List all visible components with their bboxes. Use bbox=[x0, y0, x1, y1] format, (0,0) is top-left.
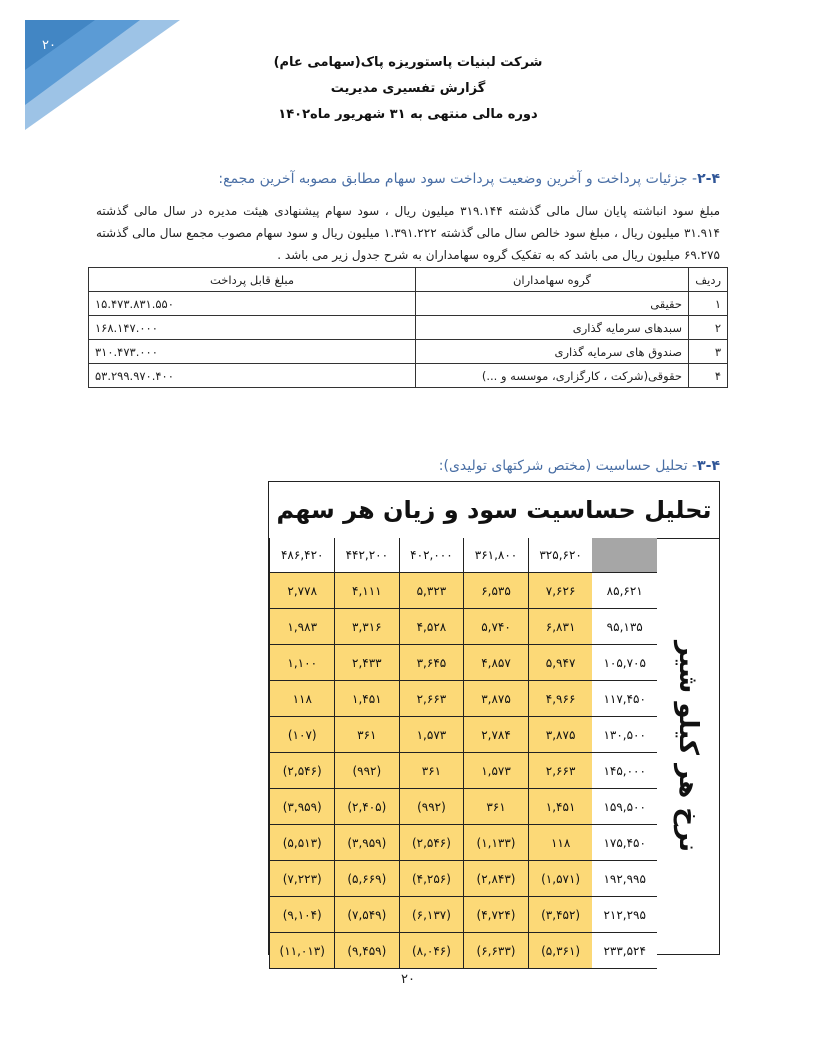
eps-value-cell: (۲,۴۰۵) bbox=[334, 789, 399, 825]
header-payable-amount: مبلغ قابل پرداخت bbox=[89, 268, 416, 292]
payable-amount: ۱۶۸.۱۴۷.۰۰۰ bbox=[89, 316, 416, 340]
column-header: ۴۴۲,۲۰۰ bbox=[334, 538, 399, 573]
sensitivity-row bbox=[269, 861, 657, 897]
table-row bbox=[89, 316, 728, 340]
table-row bbox=[89, 292, 728, 316]
row-number: ۳ bbox=[689, 340, 728, 364]
eps-value-cell: ۱,۴۵۱ bbox=[334, 681, 399, 717]
eps-value-cell: ۱,۵۷۳ bbox=[463, 753, 528, 789]
eps-value-cell: ۲,۷۷۸ bbox=[269, 573, 334, 609]
corner-cell bbox=[592, 538, 657, 573]
company-name: شرکت لبنیات پاستوریزه پاک(سهامی عام) bbox=[273, 55, 543, 70]
eps-value-cell: (۵,۵۱۳) bbox=[269, 825, 334, 861]
section-4-3-title bbox=[439, 458, 720, 474]
section-4-2-title bbox=[218, 171, 720, 187]
eps-value-cell: (۲,۸۴۳) bbox=[463, 861, 528, 897]
sensitivity-title: تحلیل حساسیت سود و زیان هر سهم bbox=[269, 482, 719, 539]
eps-value-cell: ۲,۶۶۳ bbox=[528, 753, 593, 789]
column-header: ۴۸۶,۴۲۰ bbox=[269, 538, 334, 573]
row-number: ۱ bbox=[689, 292, 728, 316]
eps-value-cell: (۹۹۲) bbox=[399, 789, 464, 825]
dividend-paragraph: مبلغ سود انباشته پایان سال مالی گذشته ۳۱۹.۱۴۴ میلیون ریال ، سود سهام پیشنهادی هیئت مدیره در سال مالی گذشته ۳۱.۹۱۴ میلیون ریال ، مبلغ سود خالص سال مالی گذشته ۱.۳۹۱.۲۲۲ میلیون ریال و سود سهام مصوب مجمع سال مالی گذشته ۶۹.۲۷۵ میلیون ریال می باشد که به تفکیک گروه سهامداران به شرح جدول زیر می باشد . bbox=[96, 204, 720, 262]
eps-value-cell: ۴,۹۶۶ bbox=[528, 681, 593, 717]
sensitivity-grid bbox=[269, 538, 657, 969]
shareholder-group: حقیقی bbox=[416, 292, 689, 316]
milk-price-cell: ۲۱۲,۲۹۵ bbox=[592, 897, 657, 933]
row-number: ۴ bbox=[689, 364, 728, 388]
report-header bbox=[0, 50, 816, 128]
eps-value-cell: ۳,۸۷۵ bbox=[528, 717, 593, 753]
payable-amount: ۵۳.۲۹۹.۹۷۰.۴۰۰ bbox=[89, 364, 416, 388]
milk-price-cell: ۱۵۹,۵۰۰ bbox=[592, 789, 657, 825]
eps-value-cell: (۶,۶۳۳) bbox=[463, 933, 528, 969]
milk-price-cell: ۱۳۰,۵۰۰ bbox=[592, 717, 657, 753]
milk-price-label-text: نرخ هر کیلو شیر bbox=[673, 640, 703, 853]
eps-value-cell: ۲,۷۸۴ bbox=[463, 717, 528, 753]
eps-value-cell: (۲,۵۴۶) bbox=[399, 825, 464, 861]
eps-value-cell: ۷,۶۲۶ bbox=[528, 573, 593, 609]
sensitivity-table bbox=[268, 481, 720, 958]
header-shareholder-group: گروه سهامداران bbox=[416, 268, 689, 292]
eps-value-cell: (۳,۹۵۹) bbox=[334, 825, 399, 861]
column-header: ۳۶۱,۸۰۰ bbox=[463, 538, 528, 573]
eps-value-cell: (۷,۵۴۹) bbox=[334, 897, 399, 933]
eps-value-cell: (۷,۲۲۳) bbox=[269, 861, 334, 897]
eps-value-cell: ۳,۸۷۵ bbox=[463, 681, 528, 717]
eps-value-cell: (۱,۱۳۳) bbox=[463, 825, 528, 861]
milk-price-cell: ۱۷۵,۴۵۰ bbox=[592, 825, 657, 861]
header-row-number: ردیف bbox=[689, 268, 728, 292]
eps-value-cell: (۹,۱۰۴) bbox=[269, 897, 334, 933]
milk-price-cell: ۹۵,۱۳۵ bbox=[592, 609, 657, 645]
eps-value-cell: ۳,۶۴۵ bbox=[399, 645, 464, 681]
eps-value-cell: ۴,۵۲۸ bbox=[399, 609, 464, 645]
sensitivity-row bbox=[269, 897, 657, 933]
eps-value-cell: ۵,۳۲۳ bbox=[399, 573, 464, 609]
eps-value-cell: ۳۶۱ bbox=[463, 789, 528, 825]
eps-value-cell: ۳۶۱ bbox=[334, 717, 399, 753]
eps-value-cell: (۳,۹۵۹) bbox=[269, 789, 334, 825]
sensitivity-row bbox=[269, 681, 657, 717]
shareholder-group: صندوق های سرمایه گذاری bbox=[416, 340, 689, 364]
milk-price-cell: ۱۱۷,۴۵۰ bbox=[592, 681, 657, 717]
table-row bbox=[89, 364, 728, 388]
payable-amount: ۳۱۰.۴۷۳.۰۰۰ bbox=[89, 340, 416, 364]
row-number: ۲ bbox=[689, 316, 728, 340]
section-4-2-text: - جزئیات پرداخت و آخرین وضعیت پرداخت سود سهام مطابق مصوبه آخرین مجمع: bbox=[218, 171, 698, 187]
eps-value-cell: ۱,۹۸۳ bbox=[269, 609, 334, 645]
section-4-2-number: ۲-۴ bbox=[697, 171, 720, 187]
eps-value-cell: ۲,۴۳۳ bbox=[334, 645, 399, 681]
payable-amount: ۱۵.۴۷۳.۸۳۱.۵۵۰ bbox=[89, 292, 416, 316]
sensitivity-row bbox=[269, 645, 657, 681]
eps-value-cell: (۴,۷۲۴) bbox=[463, 897, 528, 933]
sensitivity-row bbox=[269, 753, 657, 789]
report-period: دوره مالی منتهی به ۳۱ شهریور ماه۱۴۰۲ bbox=[278, 107, 538, 122]
eps-value-cell: ۵,۹۴۷ bbox=[528, 645, 593, 681]
eps-value-cell: ۴,۸۵۷ bbox=[463, 645, 528, 681]
eps-value-cell: ۶,۵۳۵ bbox=[463, 573, 528, 609]
eps-value-cell: (۱,۵۷۱) bbox=[528, 861, 593, 897]
eps-value-cell: ۱۱۸ bbox=[269, 681, 334, 717]
eps-value-cell: ۴,۱۱۱ bbox=[334, 573, 399, 609]
eps-value-cell: ۳,۳۱۶ bbox=[334, 609, 399, 645]
sensitivity-row bbox=[269, 573, 657, 609]
milk-price-cell: ۱۰۵,۷۰۵ bbox=[592, 645, 657, 681]
milk-price-cell: ۸۵,۶۲۱ bbox=[592, 573, 657, 609]
eps-value-cell: (۴,۲۵۶) bbox=[399, 861, 464, 897]
sensitivity-row bbox=[269, 825, 657, 861]
milk-price-cell: ۲۳۳,۵۲۴ bbox=[592, 933, 657, 969]
eps-value-cell: ۱,۱۰۰ bbox=[269, 645, 334, 681]
eps-value-cell: (۶,۱۳۷) bbox=[399, 897, 464, 933]
eps-value-cell: ۲,۶۶۳ bbox=[399, 681, 464, 717]
section-4-3-text: - تحلیل حساسیت (مختص شرکتهای تولیدی): bbox=[438, 458, 698, 474]
sensitivity-header-row bbox=[269, 538, 657, 573]
eps-value-cell: (۱۰۷) bbox=[269, 717, 334, 753]
eps-value-cell: (۳,۴۵۲) bbox=[528, 897, 593, 933]
report-name: گزارش تفسیری مدیریت bbox=[330, 81, 486, 96]
milk-price-cell: ۱۹۲,۹۹۵ bbox=[592, 861, 657, 897]
eps-value-cell: (۵,۶۶۹) bbox=[334, 861, 399, 897]
shareholder-group: حقوقی(شرکت ، کارگزاری، موسسه و ...) bbox=[416, 364, 689, 388]
milk-price-axis-label bbox=[656, 538, 719, 955]
column-header: ۳۲۵,۶۲۰ bbox=[528, 538, 593, 573]
sensitivity-row bbox=[269, 609, 657, 645]
sensitivity-row bbox=[269, 933, 657, 969]
sensitivity-row bbox=[269, 717, 657, 753]
milk-price-cell: ۱۴۵,۰۰۰ bbox=[592, 753, 657, 789]
corner-page-number: ۲۰ bbox=[42, 38, 56, 53]
eps-value-cell: (۸,۰۴۶) bbox=[399, 933, 464, 969]
table-row bbox=[89, 340, 728, 364]
sensitivity-row bbox=[269, 789, 657, 825]
eps-value-cell: (۹۹۲) bbox=[334, 753, 399, 789]
eps-value-cell: ۶,۸۳۱ bbox=[528, 609, 593, 645]
eps-value-cell: ۵,۷۴۰ bbox=[463, 609, 528, 645]
eps-value-cell: (۲,۵۴۶) bbox=[269, 753, 334, 789]
eps-value-cell: ۱,۵۷۳ bbox=[399, 717, 464, 753]
footer-page-number: ۲۰ bbox=[401, 972, 415, 987]
eps-value-cell: (۵,۳۶۱) bbox=[528, 933, 593, 969]
table-header-row bbox=[89, 268, 728, 292]
eps-value-cell: (۱۱,۰۱۳) bbox=[269, 933, 334, 969]
section-4-3-number: ۳-۴ bbox=[697, 458, 720, 474]
column-header: ۴۰۲,۰۰۰ bbox=[399, 538, 464, 573]
eps-value-cell: ۳۶۱ bbox=[399, 753, 464, 789]
eps-value-cell: ۱۱۸ bbox=[528, 825, 593, 861]
shareholder-group: سبدهای سرمایه گذاری bbox=[416, 316, 689, 340]
shareholder-payment-table bbox=[88, 267, 728, 388]
eps-value-cell: ۱,۴۵۱ bbox=[528, 789, 593, 825]
eps-value-cell: (۹,۴۵۹) bbox=[334, 933, 399, 969]
